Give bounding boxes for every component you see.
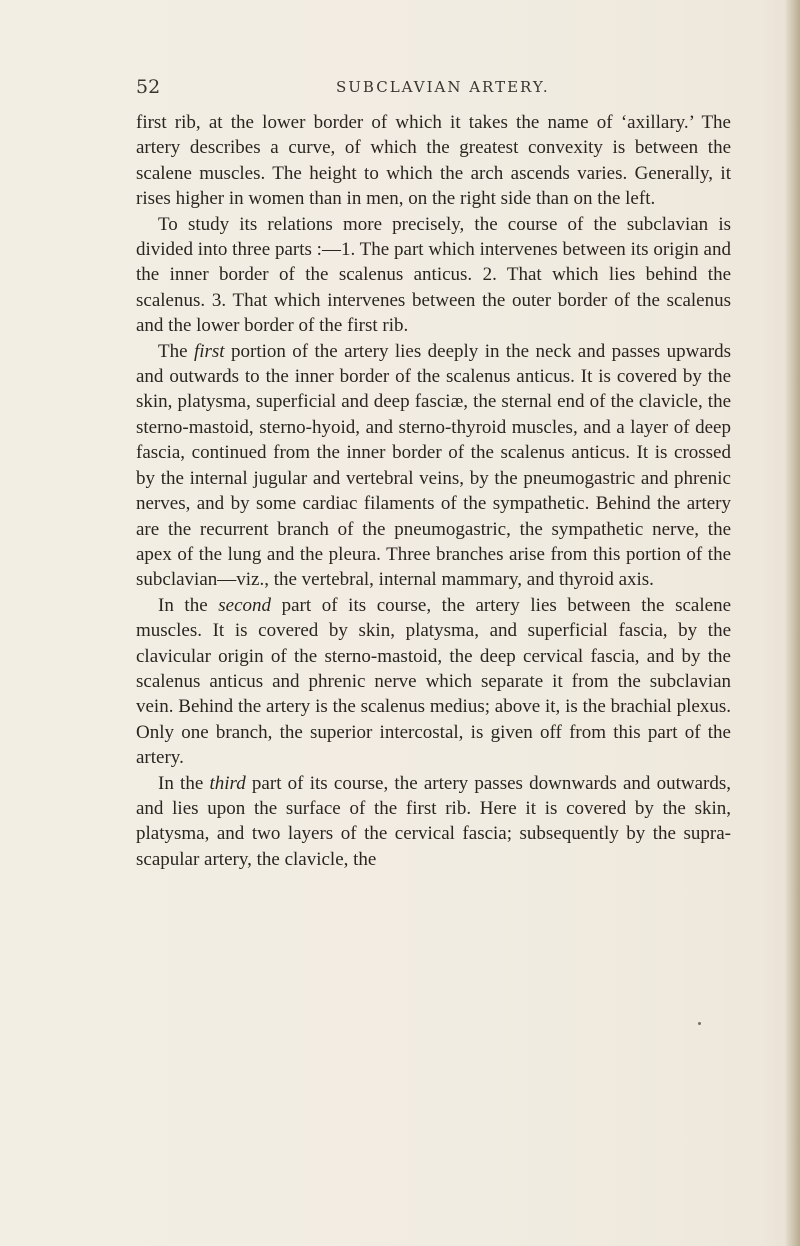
paragraph-2: To study its relations more precisely, the course of the subclavian is divided into three parts :—1. The part which intervenes between its origin and the inner border of the scalenus anticus. 2. That which lies behind the scalenus. 3. That which intervenes between the outer border of the scalenus and the lower border of the first rib.: [136, 213, 731, 337]
paragraph-5: In the third part of its course, the artery passes downwards and outwards, and lies upon the surface of the first rib. Here it is covered by the skin, platysma, and two layers of the cervical fascia; subsequently by the supra-scapular artery, the clavicle, the: [136, 772, 731, 870]
page-header: [0, 76, 800, 106]
body-text: [136, 110, 731, 872]
paragraph-4: In the second part of its course, the artery lies between the scalene muscles. It is covered by skin, platysma, and superficial fascia, by the clavicular origin of the sterno-mastoid, the deep cervical fascia, and by the scalenus anticus and phrenic nerve which separate it from the subclavian vein. Behind the artery is the scalenus medius; above it, is the brachial plexus. Only one branch, the superior intercostal, is given off from this part of the artery.: [136, 594, 731, 769]
emphasis-second: second: [218, 594, 272, 616]
emphasis-third: third: [209, 772, 246, 794]
page-number: 52: [136, 76, 161, 98]
paragraph-3: The first portion of the artery lies deeply in the neck and passes upwards and outwards to the inner border of the scalenus anticus. It is covered by the skin, platysma, superficial and deep fasciæ, the sternal end of the clavicle, the sterno-mastoid, sterno-hyoid, and sterno-thyroid muscles, and a layer of deep fascia, continued from the inner border of the scalenus anticus. It is crossed by the internal jugular and vertebral veins, by the pneumogastric and phrenic nerves, and by some cardiac filaments of the sympathetic. Behind the artery are the recurrent branch of the pneumogastric, the sympathetic nerve, the apex of the lung and the pleura. Three branches arise from this portion of the subclavian—viz., the vertebral, internal mammary, and thyroid axis.: [136, 340, 731, 591]
emphasis-first: first: [193, 340, 225, 362]
paper-speck: [698, 1022, 701, 1025]
running-head: SUBCLAVIAN ARTERY.: [336, 78, 550, 96]
page-edge: [786, 0, 800, 1246]
paragraph-1: first rib, at the lower border of which it takes the name of ‘axillary.’ The artery describes a curve, of which the greatest convexity is between the scalene muscles. The height to which the arch ascends varies. Generally, it rises higher in women than in men, on the right side than on the left.: [136, 112, 731, 210]
